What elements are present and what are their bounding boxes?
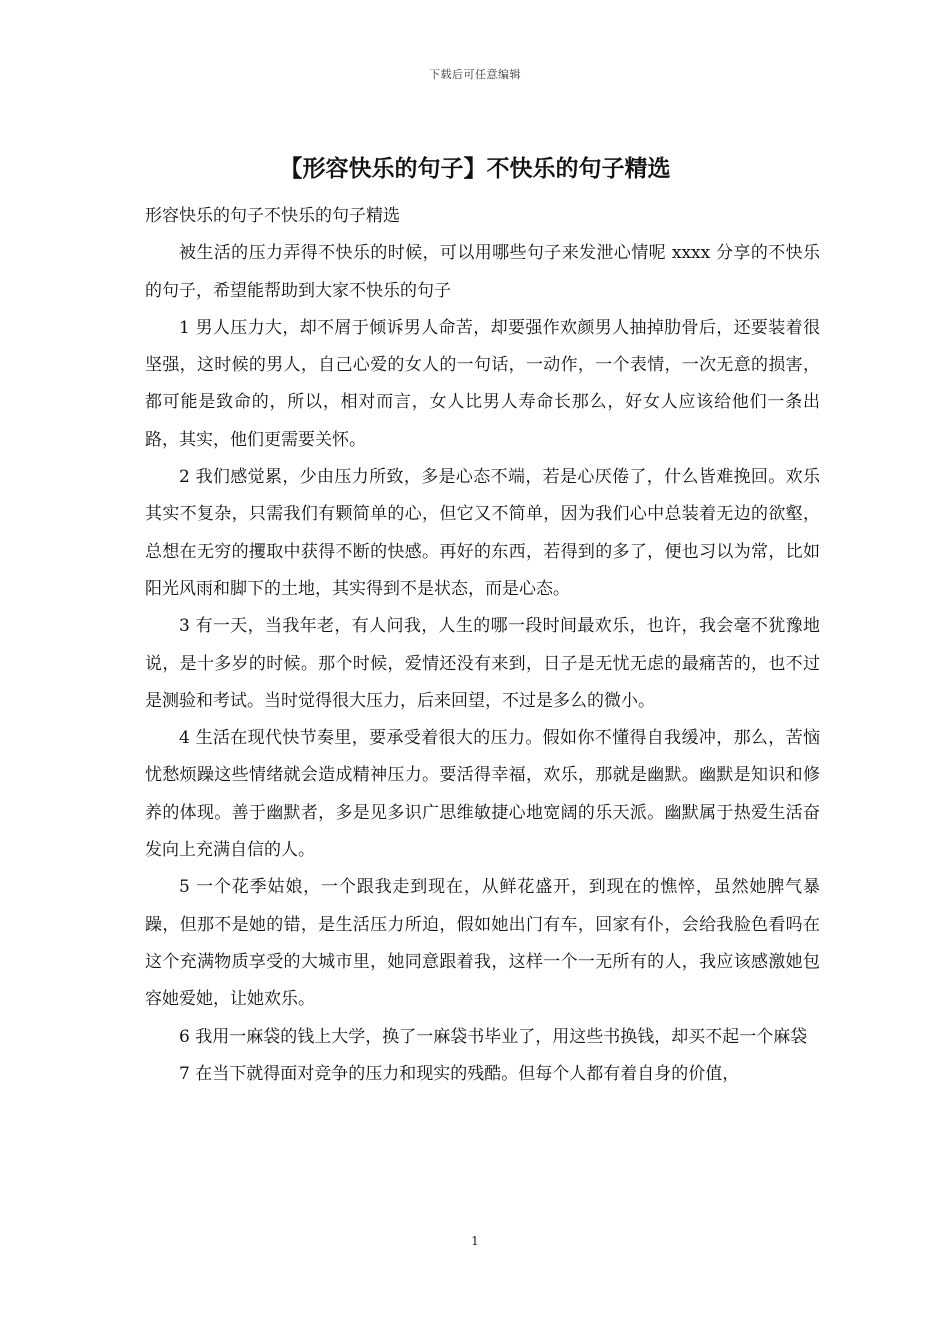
document-body xyxy=(145,198,820,1093)
paragraph-intro: 被生活的压力弄得不快乐的时候，可以用哪些句子来发泄心情呢 xxxx 分享的不快乐的句子，希望能帮助到大家不快乐的句子 xyxy=(145,243,820,301)
paragraph-1: 1 男人压力大，却不屑于倾诉男人命苦，却要强作欢颜男人抽掉肋骨后，还要装着很坚强，这时候的男人，自己心爱的女人的一句话，一动作，一个表情，一次无意的损害，都可能是致命的，所以，相对而言，女人比男人寿命长那么，好女人应该给他们一条出路，其实，他们更需要关怀。 xyxy=(145,317,820,450)
header-note: 下载后可任意编辑 xyxy=(429,68,521,81)
paragraph-2: 2 我们感觉累，少由压力所致，多是心态不端，若是心厌倦了，什么皆难挽回。欢乐其实不复杂，只需我们有颗简单的心，但它又不简单，因为我们心中总装着无边的欲壑，总想在无穷的攫取中获得不断的快感。再好的东西，若得到的多了，便也习以为常，比如阳光风雨和脚下的土地，其实得到不是状态，而是心态。 xyxy=(145,467,820,599)
paragraph-3: 3 有一天，当我年老，有人问我，人生的哪一段时间最欢乐，也许，我会毫不犹豫地说，是十多岁的时候。那个时候，爱情还没有来到，日子是无忧无虑的最痛苦的，也不过是测验和考试。当时觉得很大压力，后来回望，不过是多么的微小。 xyxy=(145,616,820,711)
paragraph-5: 5 一个花季姑娘，一个跟我走到现在，从鲜花盛开，到现在的憔悴，虽然她脾气暴躁，但那不是她的错，是生活压力所迫，假如她出门有车，回家有仆，会给我脸色看吗在这个充满物质享受的大城市里，她同意跟着我，这样一个一无所有的人，我应该感激她包容她爱她，让她欢乐。 xyxy=(145,877,820,1010)
page-number: 1 xyxy=(471,1234,479,1248)
paragraph-4: 4 生活在现代快节奏里，要承受着很大的压力。假如你不懂得自我缓冲，那么，苦恼忧愁烦躁这些情绪就会造成精神压力。要活得幸福，欢乐，那就是幽默。幽默是知识和修养的体现。善于幽默者，多是见多识广思维敏捷心地宽阔的乐天派。幽默属于热爱生活奋发向上充满自信的人。 xyxy=(145,728,820,861)
document-subtitle: 形容快乐的句子不快乐的句子精选 xyxy=(145,206,400,226)
paragraph-6: 6 我用一麻袋的钱上大学，换了一麻袋书毕业了，用这些书换钱，却买不起一个麻袋 xyxy=(179,1026,808,1047)
paragraph-7: 7 在当下就得面对竞争的压力和现实的残酷。但每个人都有着自身的价值， xyxy=(179,1063,740,1084)
document-title: 【形容快乐的句子】不快乐的句子精选 xyxy=(279,156,671,182)
